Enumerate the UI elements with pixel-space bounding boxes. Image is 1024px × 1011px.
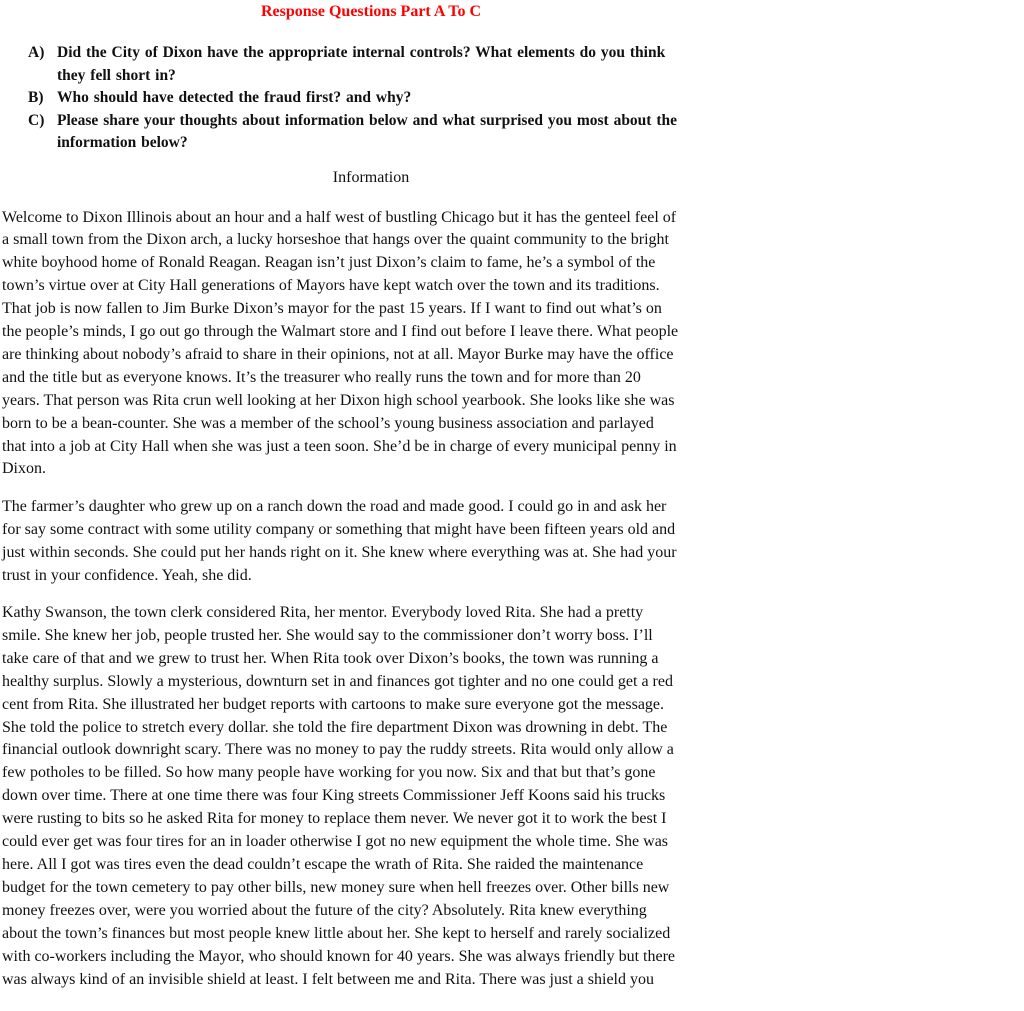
question-item	[2, 110, 740, 155]
paragraph-line: budget for the town cemetery to pay other bills, new money sure when hell freezes over. Other bills new	[2, 878, 670, 896]
paragraph-line: smile. She knew her job, people trusted her. She would say to the commissioner don’t worry boss. I’ll	[2, 626, 653, 644]
question-list	[2, 42, 740, 155]
paragraph-line: few potholes to be filled. So how many people have working for you now. Six and that but that’s gone	[2, 764, 656, 782]
question-line: Please share your thoughts about information below and what surprised you most about the	[57, 111, 678, 129]
paragraph-line: and the title but as everyone knows. It’s the treasurer who really runs the town and for more than 20	[2, 368, 641, 386]
paragraph-line: could ever get was four tires for an in loader otherwise I got no new equipment the whole time. She was	[2, 833, 669, 851]
paragraph-line: town’s virtue over at City Hall generations of Mayors have kept watch over the town and its traditions.	[2, 277, 660, 295]
paragraph-line: trust in your confidence. Yeah, she did.	[2, 566, 252, 584]
information-heading: Information	[332, 168, 410, 186]
paragraph-line: that into a job at City Hall when she was just a teen soon. She’d be in charge of every municipal penny in	[2, 437, 677, 455]
paragraph-line: here. All I got was tires even the dead couldn’t escape the wrath of Rita. She raided the maintenance	[2, 855, 644, 873]
document-page	[2, 0, 740, 1006]
body-paragraph	[2, 602, 740, 991]
paragraph-line: with co-workers including the Mayor, who should known for 40 years. She was always friendly but there	[2, 947, 675, 965]
paragraph-line: financial outlook downright scary. There was no money to pay the ruddy streets. Rita would only allow a	[2, 741, 674, 759]
paragraph-line: The farmer’s daughter who grew up on a ranch down the road and made good. I could go in and ask her	[2, 497, 667, 515]
paragraph-line: about the town’s finances but most people knew little about her. She kept to herself and rarely socialized	[2, 924, 671, 942]
paragraph-line: Kathy Swanson, the town clerk considered Rita, her mentor. Everybody loved Rita. She had a pretty	[2, 604, 644, 621]
paragraph-line: Welcome to Dixon Illinois about an hour and a half west of bustling Chicago but it has the genteel feel of	[2, 208, 677, 226]
paragraph-line: take care of that and we grew to trust her. When Rita took over Dixon’s books, the town was running a	[2, 649, 659, 667]
question-line: information below?	[57, 134, 188, 151]
paragraph-line: cent from Rita. She illustrated her budget reports with cartoons to make sure everyone got the message.	[2, 695, 665, 713]
paragraph-line: money freezes over, were you worried about the future of the city? Absolutely. Rita knew everything	[2, 901, 647, 919]
paragraph-line: down over time. There at one time there was four King streets Commissioner Jeff Koons said his trucks	[2, 787, 666, 805]
paragraph-line: just within seconds. She could put her hands right on it. She knew where everything was at. She had your	[2, 543, 677, 561]
paragraph-line: That job is now fallen to Jim Burke Dixon’s mayor for the past 15 years. If I want to find out what’s on	[2, 300, 662, 318]
paragraph-line: born to be a bean-counter. She was a member of the school’s young business association and parlayed	[2, 414, 654, 432]
question-letter: A)	[28, 44, 45, 61]
paragraph-line: were rusting to bits so he asked Rita for money to replace them never. We never got it to work the best I	[2, 810, 667, 828]
question-line: they fell short in?	[57, 66, 176, 84]
question-line: Who should have detected the fraud first? and why?	[57, 89, 412, 106]
question-item	[2, 87, 740, 110]
paragraph-line: for say some contract with some utility company or something that might have been fifteen years old and	[2, 520, 676, 538]
question-letter: B)	[28, 89, 44, 106]
paragraph-line: the people’s minds, I go out go through the Walmart store and I find out before I leave there. What people	[2, 323, 679, 341]
question-item	[2, 42, 740, 87]
body-paragraph	[2, 207, 740, 482]
information-body	[2, 207, 740, 992]
paragraph-line: Dixon.	[2, 460, 46, 478]
paragraph-line: years. That person was Rita crun well looking at her Dixon high school yearbook. She looks like she was	[2, 391, 675, 409]
paragraph-line: white boyhood home of Ronald Reagan. Reagan isn’t just Dixon’s claim to fame, he’s a symbol of the	[2, 254, 656, 272]
question-line: Did the City of Dixon have the appropriate internal controls? What elements do you think	[57, 44, 666, 61]
paragraph-line: She told the police to stretch every dollar. she told the fire department Dixon was drowning in debt. The	[2, 718, 668, 736]
paragraph-line: a small town from the Dixon arch, a lucky horseshoe that hangs over the quaint community to the bright	[2, 231, 669, 249]
paragraph-line: was always kind of an invisible shield at least. I felt between me and Rita. There was just a shield you	[2, 970, 654, 988]
paragraph-line: are thinking about nobody’s afraid to share in their opinions, not at all. Mayor Burke may have the office	[2, 345, 674, 363]
document-title: Response Questions Part A To C	[260, 3, 482, 20]
question-letter: C)	[28, 111, 45, 129]
paragraph-line: healthy surplus. Slowly a mysterious, downturn set in and finances got tighter and no one could get a red	[2, 672, 673, 690]
body-paragraph	[2, 496, 740, 588]
